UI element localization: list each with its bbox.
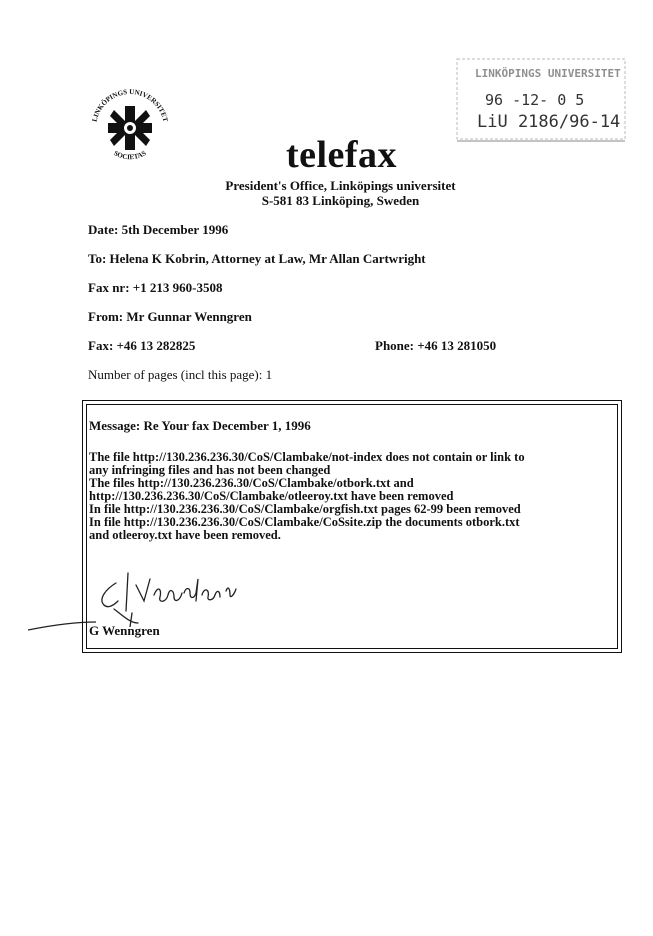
seal-ring-text-bottom: SOCIETAS bbox=[112, 149, 148, 162]
message-line: and otleeroy.txt have been removed. bbox=[89, 528, 281, 542]
stamp-line-1: LINKÖPINGS UNIVERSITET bbox=[475, 67, 621, 80]
message-line: In file http://130.236.236.30/CoS/Clambake/CoSsite.zip the documents otbork.txt bbox=[89, 515, 520, 529]
date-field: Date: 5th December 1996 bbox=[88, 222, 229, 237]
margin-pen-stroke bbox=[28, 618, 98, 632]
message-line: The file http://130.236.236.30/CoS/Clambake/not-index does not contain or link to bbox=[89, 450, 525, 464]
address-line: S-581 83 Linköping, Sweden bbox=[261, 193, 420, 208]
message-line: The files http://130.236.236.30/CoS/Clambake/otbork.txt and bbox=[89, 476, 414, 490]
handwritten-signature-icon bbox=[92, 565, 272, 627]
stamp-line-2: 96 -12- 0 5 bbox=[485, 91, 585, 109]
org-line: President's Office, Linköpings universitet bbox=[225, 178, 456, 193]
message-line: any infringing files and has not been changed bbox=[89, 463, 331, 477]
page-title: telefax bbox=[285, 134, 398, 176]
pages-field: Number of pages (incl this page): 1 bbox=[88, 367, 273, 382]
message-heading: Message: Re Your fax December 1, 1996 bbox=[89, 418, 311, 433]
fax-field: Fax: +46 13 282825 bbox=[88, 338, 196, 353]
to-field: To: Helena K Kobrin, Attorney at Law, Mr Allan Cartwright bbox=[88, 251, 426, 266]
from-field: From: Mr Gunnar Wenngren bbox=[88, 309, 252, 324]
message-line: In file http://130.236.236.30/CoS/Clambake/orgfish.txt pages 62-99 been removed bbox=[89, 502, 521, 516]
fax-nr-field: Fax nr: +1 213 960-3508 bbox=[88, 280, 223, 295]
seal-ring-text-top: LINKÖPINGS UNIVERSITET bbox=[90, 87, 170, 123]
signer-name: G Wenngren bbox=[89, 623, 160, 638]
phone-field: Phone: +46 13 281050 bbox=[375, 338, 497, 353]
stamp-line-3: LiU 2186/96-14 bbox=[477, 112, 621, 132]
message-line: http://130.236.236.30/CoS/Clambake/otleeroy.txt have been removed bbox=[89, 489, 454, 503]
